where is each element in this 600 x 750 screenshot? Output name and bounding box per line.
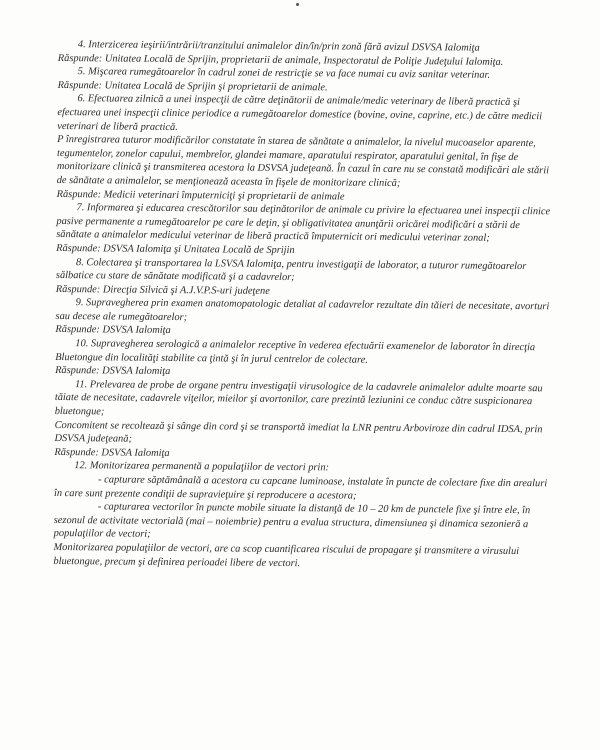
paragraph-item-12-monitoring-purpose: Monitorizarea populaţiilor de vectori, are ca scop cuantificarea riscului de propagare şi transmitere a virusului bluetongue, precum şi definirea perioadei libere de vectori. xyxy=(53,541,520,569)
paragraph-item-5: 5. Mişcarea rumegătoarelor în cadrul zonei de restricţie se va face numai cu aviz sanitar veterinar. xyxy=(77,66,491,81)
paragraph-item-6-registration: P înregistrarea tuturor modificărilor constatate în starea de sănătate a animalelor, la nivelul mucoaselor aparente, tegumentelor, zonelor capului, membrelor, glandei mamare, aparatului respirator, aparatului genital, în fişe de monitorizare clinică şi transmiterea acestora la DSVSA judeţeană. În cazul în care nu se constată modificări ale stării de sănătate a animalelor, se menţionează aceasta în fişele de monitorizare clinică; xyxy=(56,134,550,189)
paragraph-item-10: 10. Supravegherea serologică a animalelor receptive în vederea efectuării examenelor de laborator în direcţia Bluetongue din localităţi stabilite ca ţintă şi în jurul centrelor de colectare. xyxy=(55,338,536,366)
scan-speck xyxy=(296,3,299,6)
document-body xyxy=(53,38,556,572)
paragraph-item-8: 8. Colectarea şi transportarea la LSVSA Ialomiţa, pentru investigaţii de laborator, a tuturor rumegătoarelor sălbatice cu stare de sănătate modificată şi a cadavrelor; xyxy=(55,256,527,284)
responsible-item-11: Răspunde: DSVSA Ialomiţa xyxy=(54,446,170,459)
responsible-item-10: Răspunde: DSVSA Ialomiţa xyxy=(55,365,171,378)
paragraph-item-12-mobile-capture: - capturarea vectorilor în puncte mobile situate la distanţă de 10 – 20 km de punctele fixe şi între ele, în sezonul de activitate vectorială (mai – noiembrie) pentru a evalua structura, dimensiunea şi dinamica sezonieră a populaţiilor de vectori; xyxy=(53,501,531,541)
paragraph-item-7: 7. Informarea şi educarea crescătorilor sau deţinătorilor de animale cu privire la efectuarea unei inspecţii clinice pasive permanente a rumegătoarelor pe care le deţin, şi obligativitatea anunţării oricărei modificări a stării de sănătate a animalelor medicului veterinar de liberă practică împuternicit ori medicului veterinar zonal; xyxy=(56,202,551,245)
responsible-item-6: Răspunde: Medicii veterinari împuterniciţi şi proprietarii de animale xyxy=(56,188,345,203)
paragraph-item-9: 9. Supravegherea prin examen anatomopatologic detaliat al cadavrelor rezultate din tăieri de necesitate, avorturi sau decese ale rumegătoarelor; xyxy=(55,297,550,324)
paragraph-item-11-blood: Concomitent se recoltează şi sânge din cord şi se transportă imediat la LNR pentru Arboviroze din cadrul IDSA, prin DSVSA judeţeană; xyxy=(54,419,543,445)
paragraph-item-12: 12. Monitorizarea permanentă a populaţiilor de vectori prin: xyxy=(74,460,330,474)
responsible-item-5: Răspunde: Unitatea Locală de Sprijin şi proprietarii de animale. xyxy=(57,79,328,94)
responsible-item-4: Răspunde: Unitatea Locală de Sprijin, proprietarii de animale, Inspectoratul de Poliţie Judeţului Ialomiţa. xyxy=(57,52,504,68)
paragraph-item-4: 4. Interzicerea ieşirii/intrării/tranzitului animalelor din/în/prin zonă fără avizul DSVSA Ialomiţa xyxy=(77,39,480,54)
responsible-item-9: Răspunde: DSVSA Ialomiţa xyxy=(55,324,171,337)
paragraph-item-11: 11. Prelevarea de probe de organe pentru investigaţii virusologice de la cadavrele animalelor adulte moarte sau tăiate de necesitate, cadavrele viţeilor, mieilor şi avortonilor, care prezintă leziunini ce conduc către suspicionarea bluetongue; xyxy=(54,379,543,418)
responsible-item-8: Răspunde: Direcţia Silvică şi A.J.V.P.S-uri judeţene xyxy=(55,283,270,297)
paragraph-item-12-weekly-capture: - capturare săptămânală a acestora cu capcane luminoase, instalate în puncte de colectare fixe din arealuri în care sunt prezente condiţii de supravieţuire şi reproducere a acestora; xyxy=(53,474,548,502)
paragraph-item-6: 6. Efectuarea zilnică a unei inspecţii de către deţinătorii de animale/medic veterinary de liberă practică şi efectuarea unei inspecţii clinice periodice a rumegătoarelor domestice (bovine, ovine, caprine, etc.) de către medicii veterinari de liberă practică. xyxy=(57,93,543,133)
responsible-item-7: Răspunde: DSVSA Ialomiţa şi Unitatea Locală de Sprijin xyxy=(56,242,295,256)
